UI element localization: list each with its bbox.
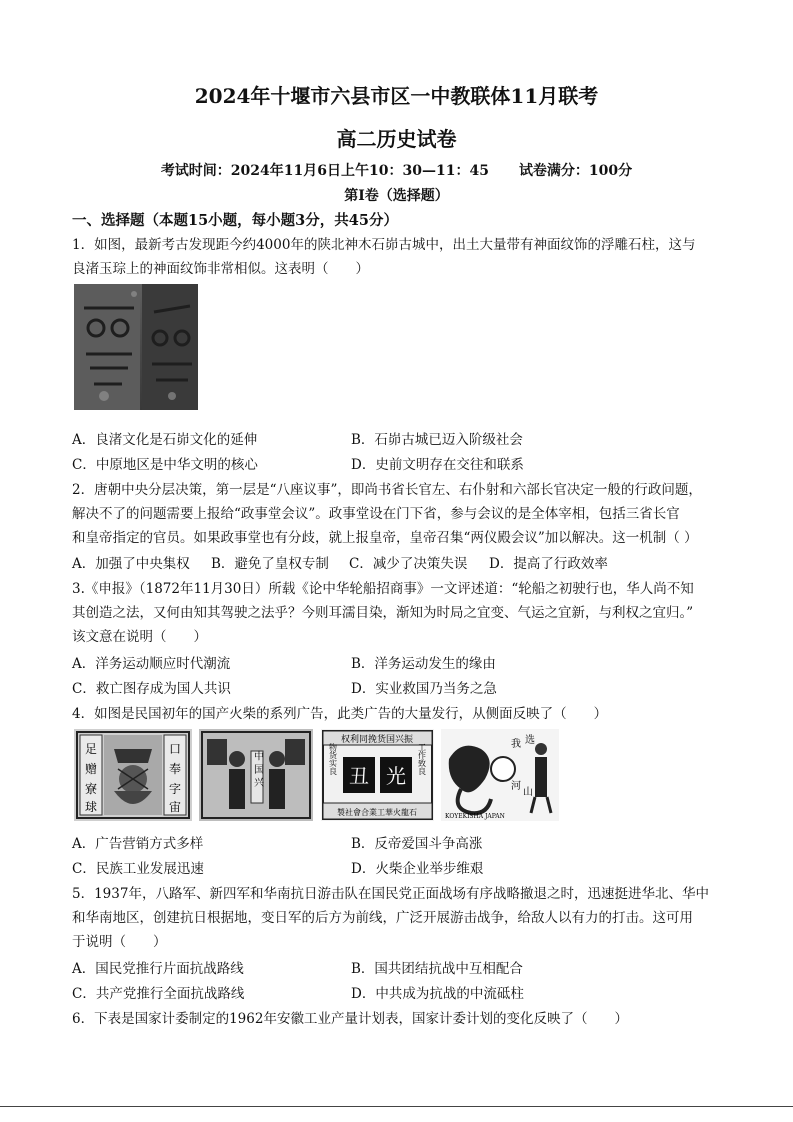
match-ad-3 — [321, 729, 434, 821]
option-2d[interactable]: D．提高了行政效率 — [489, 556, 608, 572]
option-5b[interactable]: B．国共团结抗战中互相配合 — [351, 961, 523, 977]
question-5-stem — [72, 882, 724, 954]
exam-subtitle: 高二历史试卷 — [336, 127, 457, 151]
ad1-char-r2: 奉 — [168, 762, 182, 776]
question-4-stem — [72, 702, 724, 726]
option-4b[interactable]: B．反帝爱国斗争高涨 — [351, 836, 483, 852]
exam-title: 2024年十堰市六县市区一中教联体11月联考 — [194, 84, 599, 108]
match-ad-1 — [74, 729, 192, 821]
full-score: 试卷满分：100分 — [518, 163, 633, 179]
stem-line: 6．下表是国家计委制定的1962年安徽工业产量计划表，国家计委计划的变化反映了（ ） — [72, 1011, 628, 1027]
stem-line: 5．1937年，八路军、新四军和华南抗日游击队在国民党正面战场有序战略撤退之时，迅速挺进华北、华中 — [72, 886, 709, 902]
stem-line: 该文意在说明（ ） — [72, 629, 207, 645]
stem-line: 4．如图是民国初年的国产火柴的系列广告，此类广告的大量发行，从侧面反映了（ ） — [72, 706, 608, 722]
option-1b[interactable]: B．石峁古城已迈入阶级社会 — [351, 432, 523, 448]
option-1a[interactable]: A．良渚文化是石峁文化的延伸 — [72, 432, 258, 448]
stem-line: 1．如图，最新考古发现距今约4000年的陕北神木石峁古城中，出土大量带有神面纹饰的浮雕石柱，这与 — [72, 237, 696, 253]
question-2-stem — [72, 478, 724, 550]
match-ad-4 — [441, 729, 559, 821]
ad3-right-text: 工作致良 — [417, 743, 427, 775]
ad1-char-r1: 口 — [168, 742, 182, 756]
stem-line: 于说明（ ） — [72, 934, 167, 950]
ad4-char-2: 选 — [525, 735, 535, 746]
ad1-char-l3: 寮 — [84, 782, 98, 796]
option-3d[interactable]: D．实业救国乃当务之急 — [351, 681, 497, 697]
volume-heading: 第Ⅰ卷（选择题） — [344, 188, 449, 204]
option-3c[interactable]: C．救亡图存成为国人共识 — [72, 681, 231, 697]
option-5a[interactable]: A．国民党推行片面抗战路线 — [72, 961, 244, 977]
stem-line: 良渚玉琮上的神面纹饰非常相似。这表明（ ） — [72, 261, 369, 277]
option-3b[interactable]: B．洋务运动发生的缘由 — [351, 656, 496, 672]
option-3a[interactable]: A．洋务运动顺应时代潮流 — [72, 656, 231, 672]
option-5d[interactable]: D．中共成为抗战的中流砥柱 — [351, 986, 524, 1002]
ad3-left-text: 物货实良 — [328, 743, 338, 775]
stem-line: 其创造之法，又何由知其驾驶之法乎？今则耳濡目染，渐知为时局之宜变、气运之宜新，与利权之宜归。” — [72, 605, 694, 621]
option-1c[interactable]: C．中原地区是中华文明的核心 — [72, 457, 258, 473]
ad1-char-r4: 宙 — [168, 800, 182, 814]
ad2-chars: 中 国 兴 — [251, 750, 263, 788]
question-1-stem — [72, 233, 724, 281]
stem-line: 和皇帝指定的官员。如果政事堂也有分歧，就上报皇帝，皇帝召集“两仪殿会议”加以解决。这一机制（ ） — [72, 530, 698, 546]
page-bottom-divider — [0, 1106, 793, 1107]
option-4d[interactable]: D．火柴企业举步维艰 — [351, 861, 484, 877]
option-4c[interactable]: C．民族工业发展迅速 — [72, 861, 204, 877]
ad3-mid-char-1: 丑 — [349, 764, 369, 788]
match-ad-2 — [199, 729, 313, 821]
option-5c[interactable]: C．共产党推行全面抗战路线 — [72, 986, 245, 1002]
stem-line: 2．唐朝中央分层决策，第一层是“八座议事”，即尚书省长官左、右仆射和六部长官决定一般的行政问题， — [72, 482, 702, 498]
option-2b[interactable]: B．避免了皇权专制 — [211, 556, 329, 572]
question-6-stem — [72, 1007, 724, 1031]
option-2a[interactable]: A．加强了中央集权 — [72, 556, 190, 572]
ad4-caption: KOYEKISHA JAPAN — [445, 813, 505, 820]
option-2c[interactable]: C．减少了决策失误 — [349, 556, 468, 572]
ad3-top-text: 权利同挽货国兴振 — [340, 735, 414, 745]
exam-info — [0, 160, 793, 180]
stem-line: 和华南地区，创建抗日根据地，变日军的后方为前线，广泛开展游击战争，给敌人以有力的打击。这可用 — [72, 910, 693, 926]
exam-time: 考试时间：2024年11月6日上午10：30—11：45 — [160, 163, 489, 179]
stem-line: 解决不了的问题需要上报给“政事堂会议”。政事堂设在门下省，参与会议的是全体宰相，包括三省长官 — [72, 506, 680, 522]
ad4-char-3: 河 — [511, 781, 521, 792]
ad1-char-l2: 赠 — [84, 762, 98, 776]
ad1-char-r3: 字 — [168, 782, 182, 796]
ad4-char-1: 我 — [511, 739, 521, 750]
section-heading: 一、选择题（本题15小题，每小题3分，共45分） — [72, 212, 398, 229]
ad1-char-l4: 球 — [84, 800, 98, 814]
stem-line: 3.《申报》（1872年11月30日）所载《论中华轮船招商事》一文评述道：“轮船之初驶行也，华人尚不知 — [72, 581, 694, 597]
ad1-char-l1: 足 — [84, 742, 98, 756]
ad4-char-4: 山 — [523, 787, 533, 798]
option-4a[interactable]: A．广告营销方式多样 — [72, 836, 204, 852]
ad3-bottom-text: 製社會合業工華火龍石 — [337, 808, 417, 817]
question-3-stem — [72, 577, 724, 649]
stone-pillar-photo — [74, 284, 198, 410]
ad3-mid-char-2: 光 — [386, 764, 406, 788]
option-1d[interactable]: D．史前文明存在交往和联系 — [351, 457, 524, 473]
